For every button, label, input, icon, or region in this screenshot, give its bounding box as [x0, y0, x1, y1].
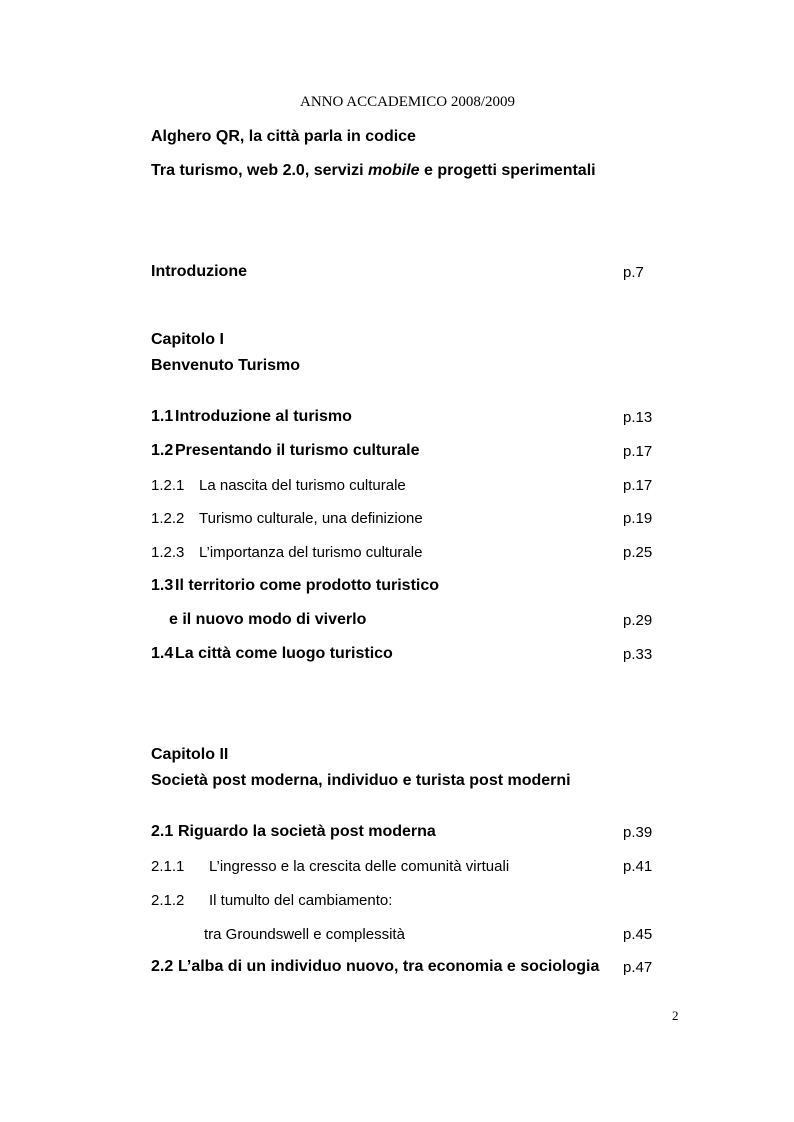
thesis-subtitle — [151, 163, 596, 179]
toc-entry-number: 1.3 — [151, 577, 174, 594]
toc-entry-label: L’ingresso e la crescita delle comunità virtuali — [209, 858, 510, 875]
toc-entry-number: 2.2 — [151, 958, 174, 975]
chapter2-number: Capitolo II — [151, 746, 229, 763]
toc-intro-label: Introduzione — [151, 263, 247, 280]
toc-entry-number: 1.2 — [151, 442, 174, 459]
page-number: 2 — [672, 1008, 679, 1023]
toc-entry-page: p.19 — [623, 510, 653, 527]
toc-entry-page: p.47 — [623, 959, 653, 976]
toc-entry-label: La nascita del turismo culturale — [199, 477, 406, 494]
toc-entry-page: p.41 — [623, 858, 653, 875]
toc-entry-label: La città come luogo turistico — [175, 645, 393, 662]
toc-entry-page: p.17 — [623, 477, 653, 494]
toc-entry-page: p.45 — [623, 926, 653, 943]
toc-entry-label: Turismo culturale, una definizione — [199, 510, 423, 527]
toc-entry-number: 2.1.2 — [151, 892, 185, 909]
toc-entry-page: p.39 — [623, 824, 653, 841]
toc-entry-label-continued: tra Groundswell e complessità — [204, 926, 405, 943]
chapter1-number: Capitolo I — [151, 331, 224, 348]
toc-entry-number: 2.1.1 — [151, 858, 185, 875]
toc-entry-label: Riguardo la società post moderna — [178, 823, 436, 840]
toc-entry-number: 1.2.2 — [151, 510, 185, 527]
toc-entry-number: 1.4 — [151, 645, 174, 662]
toc-entry-page: p.25 — [623, 544, 653, 561]
toc-entry-page: p.33 — [623, 646, 653, 663]
toc-intro-page: p.7 — [623, 264, 644, 281]
toc-entry-number: 1.2.1 — [151, 477, 185, 494]
subtitle-emphasis: mobile — [367, 162, 420, 179]
toc-entry-label: L’alba di un individuo nuovo, tra economia e sociologia — [178, 958, 600, 975]
toc-entry-label: Il territorio come prodotto turistico — [175, 577, 440, 594]
toc-entry-number: 1.1 — [151, 408, 174, 425]
toc-entry-page: p.17 — [623, 443, 653, 460]
toc-entry-label: Introduzione al turismo — [175, 408, 352, 425]
toc-entry-label: Il tumulto del cambiamento: — [209, 892, 393, 909]
toc-entry-label-continued: e il nuovo modo di viverlo — [169, 611, 367, 628]
toc-entry-page: p.29 — [623, 612, 653, 629]
toc-entry-label: L’importanza del turismo culturale — [199, 544, 423, 561]
thesis-title: Alghero QR, la città parla in codice — [151, 128, 416, 145]
toc-entry-page: p.13 — [623, 409, 653, 426]
toc-entry-number: 1.2.3 — [151, 544, 185, 561]
toc-entry-number: 2.1 — [151, 823, 174, 840]
academic-year: ANNO ACCADEMICO 2008/2009 — [300, 94, 516, 110]
toc-entry-label: Presentando il turismo culturale — [175, 442, 420, 459]
subtitle-pre: Tra turismo, web 2.0, servizi — [151, 162, 368, 179]
chapter2-title: Società post moderna, individuo e turista post moderni — [151, 772, 571, 789]
subtitle-post: e progetti sperimentali — [419, 162, 596, 179]
chapter1-title: Benvenuto Turismo — [151, 357, 301, 374]
